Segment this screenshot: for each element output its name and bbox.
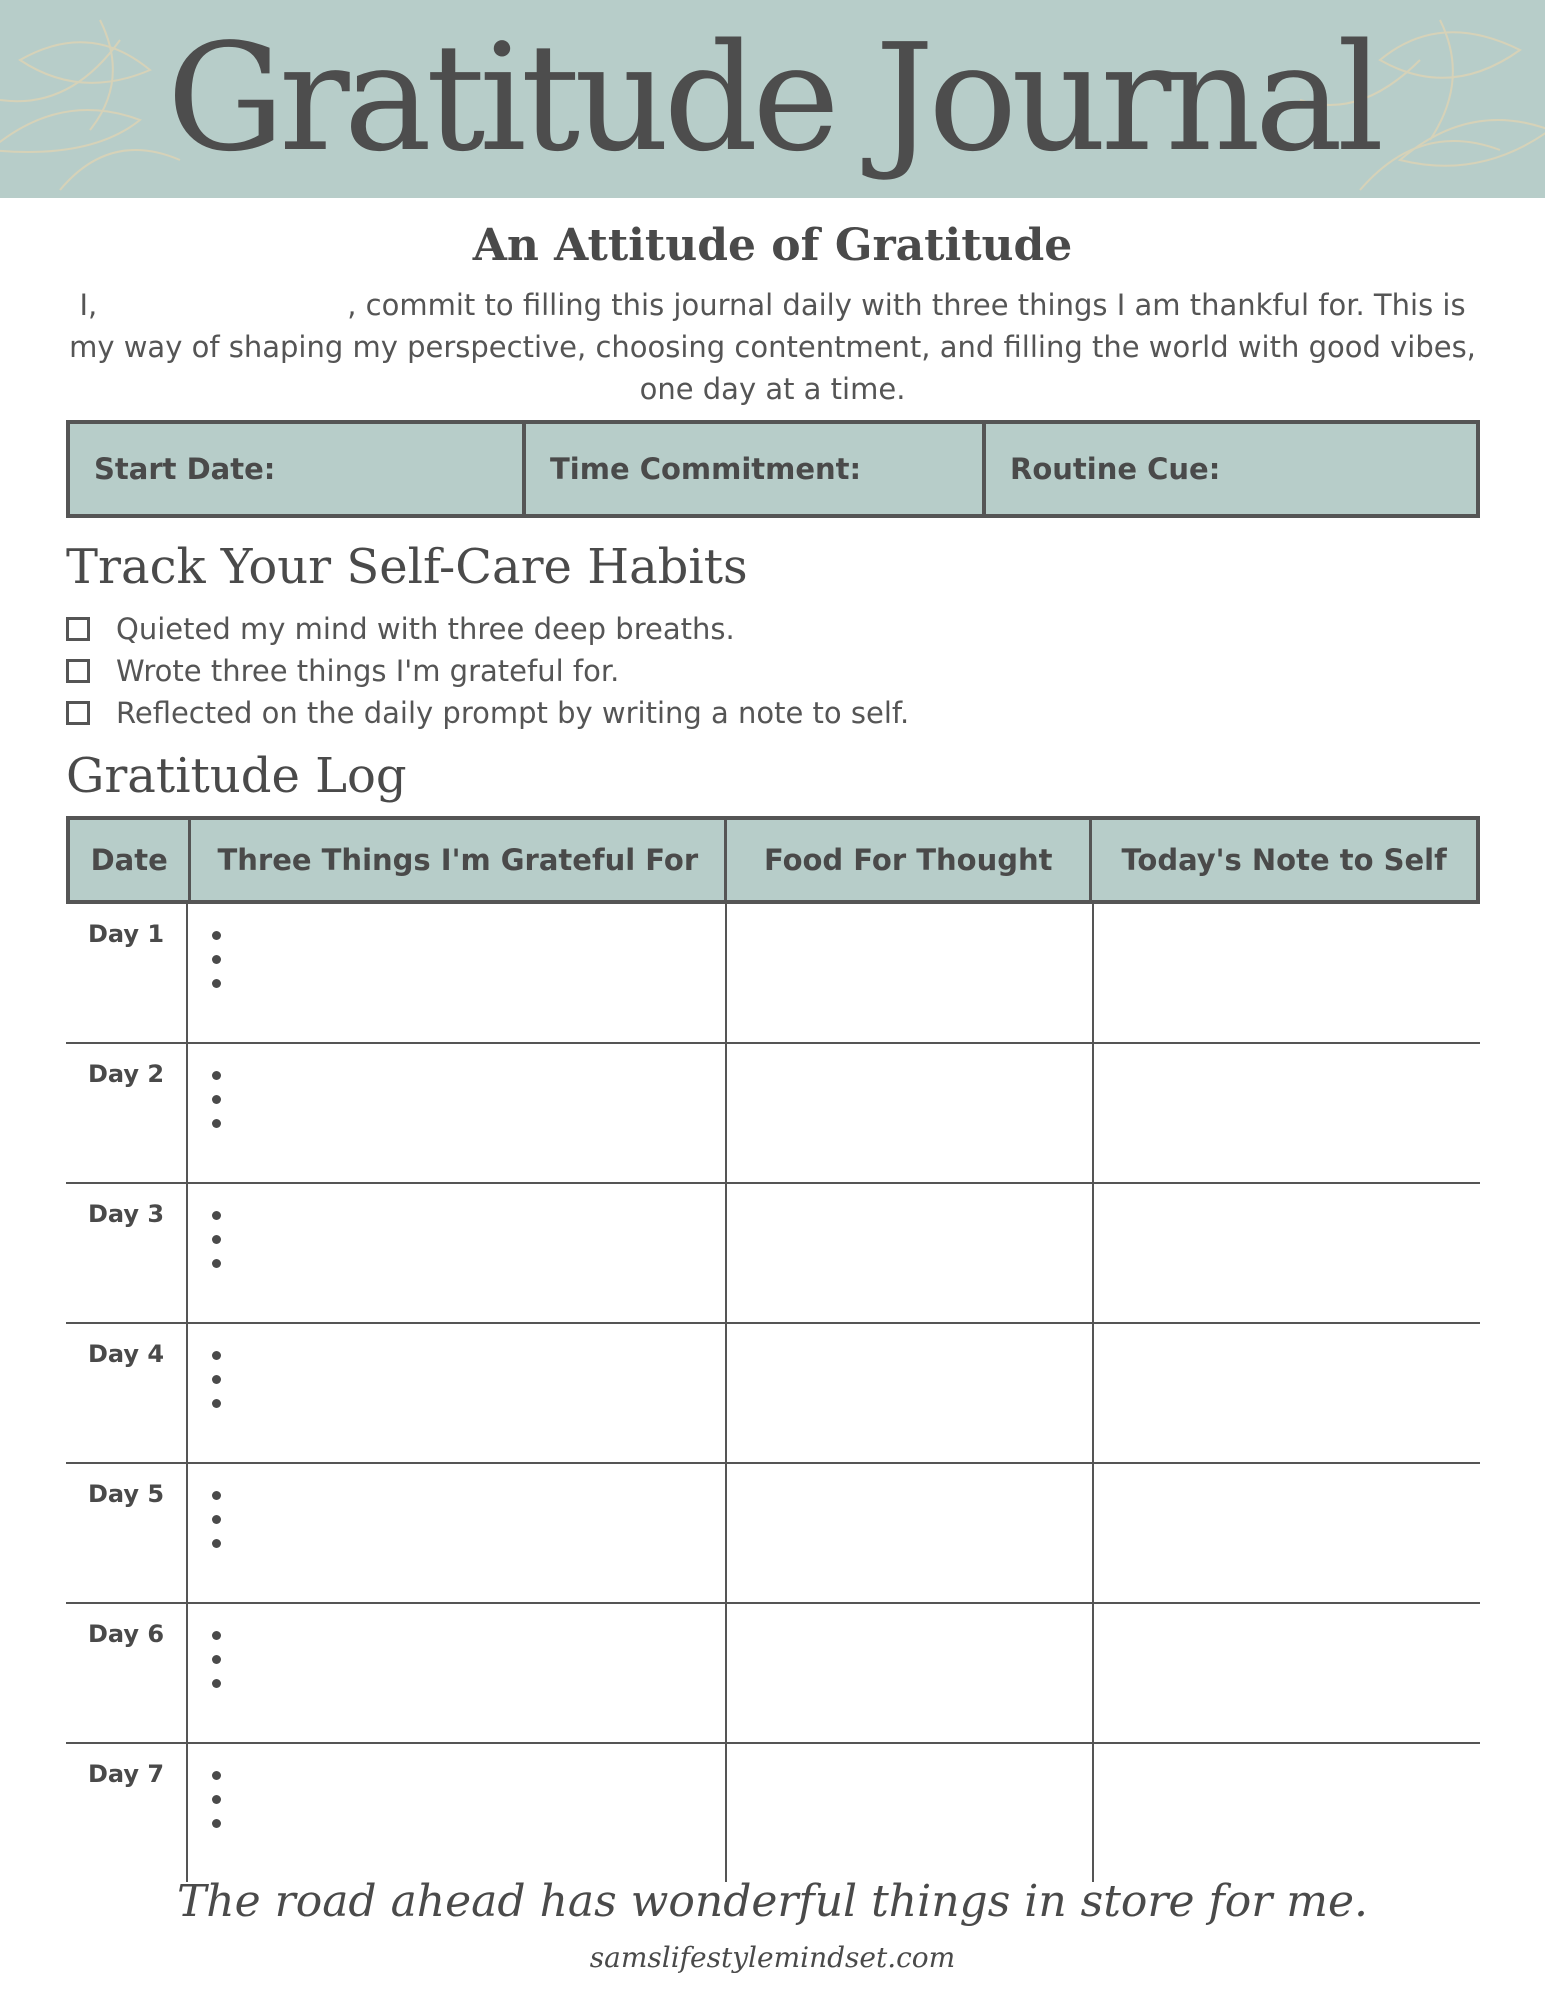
bullet-icon — [212, 1399, 221, 1408]
habit-label: Wrote three things I'm grateful for. — [116, 654, 620, 688]
grateful-cell[interactable] — [188, 1464, 727, 1602]
website-link[interactable]: samslifestylemindset.com — [589, 1941, 956, 1974]
food-for-thought-cell[interactable] — [727, 1604, 1094, 1742]
grateful-cell[interactable] — [188, 1744, 727, 1882]
bullet-icon — [212, 1655, 221, 1664]
bullet-icon — [212, 955, 221, 964]
habit-label: Reflected on the daily prompt by writing a note to self. — [116, 696, 910, 730]
note-to-self-cell[interactable] — [1094, 1044, 1480, 1182]
food-for-thought-cell[interactable] — [727, 1744, 1094, 1882]
commitment-statement — [60, 284, 1485, 410]
grateful-cell[interactable] — [188, 1324, 727, 1462]
info-table — [66, 420, 1480, 518]
table-body — [66, 904, 1480, 1882]
start-date-field[interactable]: Start Date: — [70, 424, 526, 514]
bullet-icon — [212, 1259, 221, 1268]
bullet-icon — [212, 1071, 221, 1080]
bullet-icon — [212, 1211, 221, 1220]
bullet-icon — [212, 1819, 221, 1828]
habit-item — [66, 608, 1166, 650]
time-commitment-field[interactable]: Time Commitment: — [526, 424, 986, 514]
habit-item — [66, 692, 1166, 734]
bullet-icon — [212, 1351, 221, 1360]
food-for-thought-cell[interactable] — [727, 1324, 1094, 1462]
grateful-cell[interactable] — [188, 904, 727, 1042]
note-to-self-cell[interactable] — [1094, 1744, 1480, 1882]
day-label: Day 6 — [66, 1604, 188, 1742]
food-for-thought-cell[interactable] — [727, 1464, 1094, 1602]
table-row — [66, 1044, 1480, 1184]
habit-label: Quieted my mind with three deep breaths. — [116, 612, 735, 646]
routine-cue-field[interactable]: Routine Cue: — [1010, 452, 1221, 486]
checkbox[interactable] — [66, 659, 90, 683]
column-header-food-for-thought: Food For Thought — [727, 820, 1092, 900]
table-row — [66, 904, 1480, 1044]
bullet-icon — [212, 1771, 221, 1780]
day-label: Day 1 — [66, 904, 188, 1042]
note-to-self-cell[interactable] — [1094, 1184, 1480, 1322]
gratitude-log-table — [66, 816, 1480, 1882]
bullet-icon — [212, 1795, 221, 1804]
grateful-cell[interactable] — [188, 1044, 727, 1182]
bullet-icon — [212, 1235, 221, 1244]
habits-heading: Track Your Self-Care Habits — [66, 539, 748, 595]
day-label: Day 7 — [66, 1744, 188, 1882]
note-to-self-cell[interactable] — [1094, 1324, 1480, 1462]
column-header-date: Date — [70, 820, 191, 900]
food-for-thought-cell[interactable] — [727, 1184, 1094, 1322]
bullet-icon — [212, 1515, 221, 1524]
closing-quote: The road ahead has wonderful things in store for me. — [176, 1876, 1369, 1927]
bullet-icon — [212, 1491, 221, 1500]
bullet-icon — [212, 979, 221, 988]
bullet-icon — [212, 1679, 221, 1688]
page-title: Gratitude Journal — [166, 12, 1379, 184]
habits-list — [66, 608, 1166, 734]
column-header-grateful: Three Things I'm Grateful For — [191, 820, 727, 900]
commit-text: , commit to filling this journal daily with three things I am thankful for. This is my way of shaping my perspective, choosing contentment, and filling the world with good vibes, one day at a time. — [69, 288, 1476, 406]
table-row — [66, 1744, 1480, 1882]
checkbox[interactable] — [66, 701, 90, 725]
bullet-icon — [212, 1119, 221, 1128]
bullet-icon — [212, 1631, 221, 1640]
habit-item — [66, 650, 1166, 692]
food-for-thought-cell[interactable] — [727, 1044, 1094, 1182]
subtitle: An Attitude of Gratitude — [472, 220, 1073, 271]
day-label: Day 2 — [66, 1044, 188, 1182]
bullet-icon — [212, 1375, 221, 1384]
grateful-cell[interactable] — [188, 1604, 727, 1742]
day-label: Day 5 — [66, 1464, 188, 1602]
log-heading: Gratitude Log — [66, 748, 407, 804]
table-row — [66, 1604, 1480, 1744]
bullet-icon — [212, 1095, 221, 1104]
header-banner — [0, 0, 1545, 198]
checkbox[interactable] — [66, 617, 90, 641]
note-to-self-cell[interactable] — [1094, 1464, 1480, 1602]
table-row — [66, 1324, 1480, 1464]
grateful-cell[interactable] — [188, 1184, 727, 1322]
column-header-note-to-self: Today's Note to Self — [1121, 843, 1447, 877]
food-for-thought-cell[interactable] — [727, 904, 1094, 1042]
table-row — [66, 1184, 1480, 1324]
bullet-icon — [212, 931, 221, 940]
note-to-self-cell[interactable] — [1094, 904, 1480, 1042]
bullet-icon — [212, 1539, 221, 1548]
day-label: Day 4 — [66, 1324, 188, 1462]
table-header — [66, 816, 1480, 904]
note-to-self-cell[interactable] — [1094, 1604, 1480, 1742]
commit-prefix: I, — [79, 288, 98, 322]
table-row — [66, 1464, 1480, 1604]
day-label: Day 3 — [66, 1184, 188, 1322]
